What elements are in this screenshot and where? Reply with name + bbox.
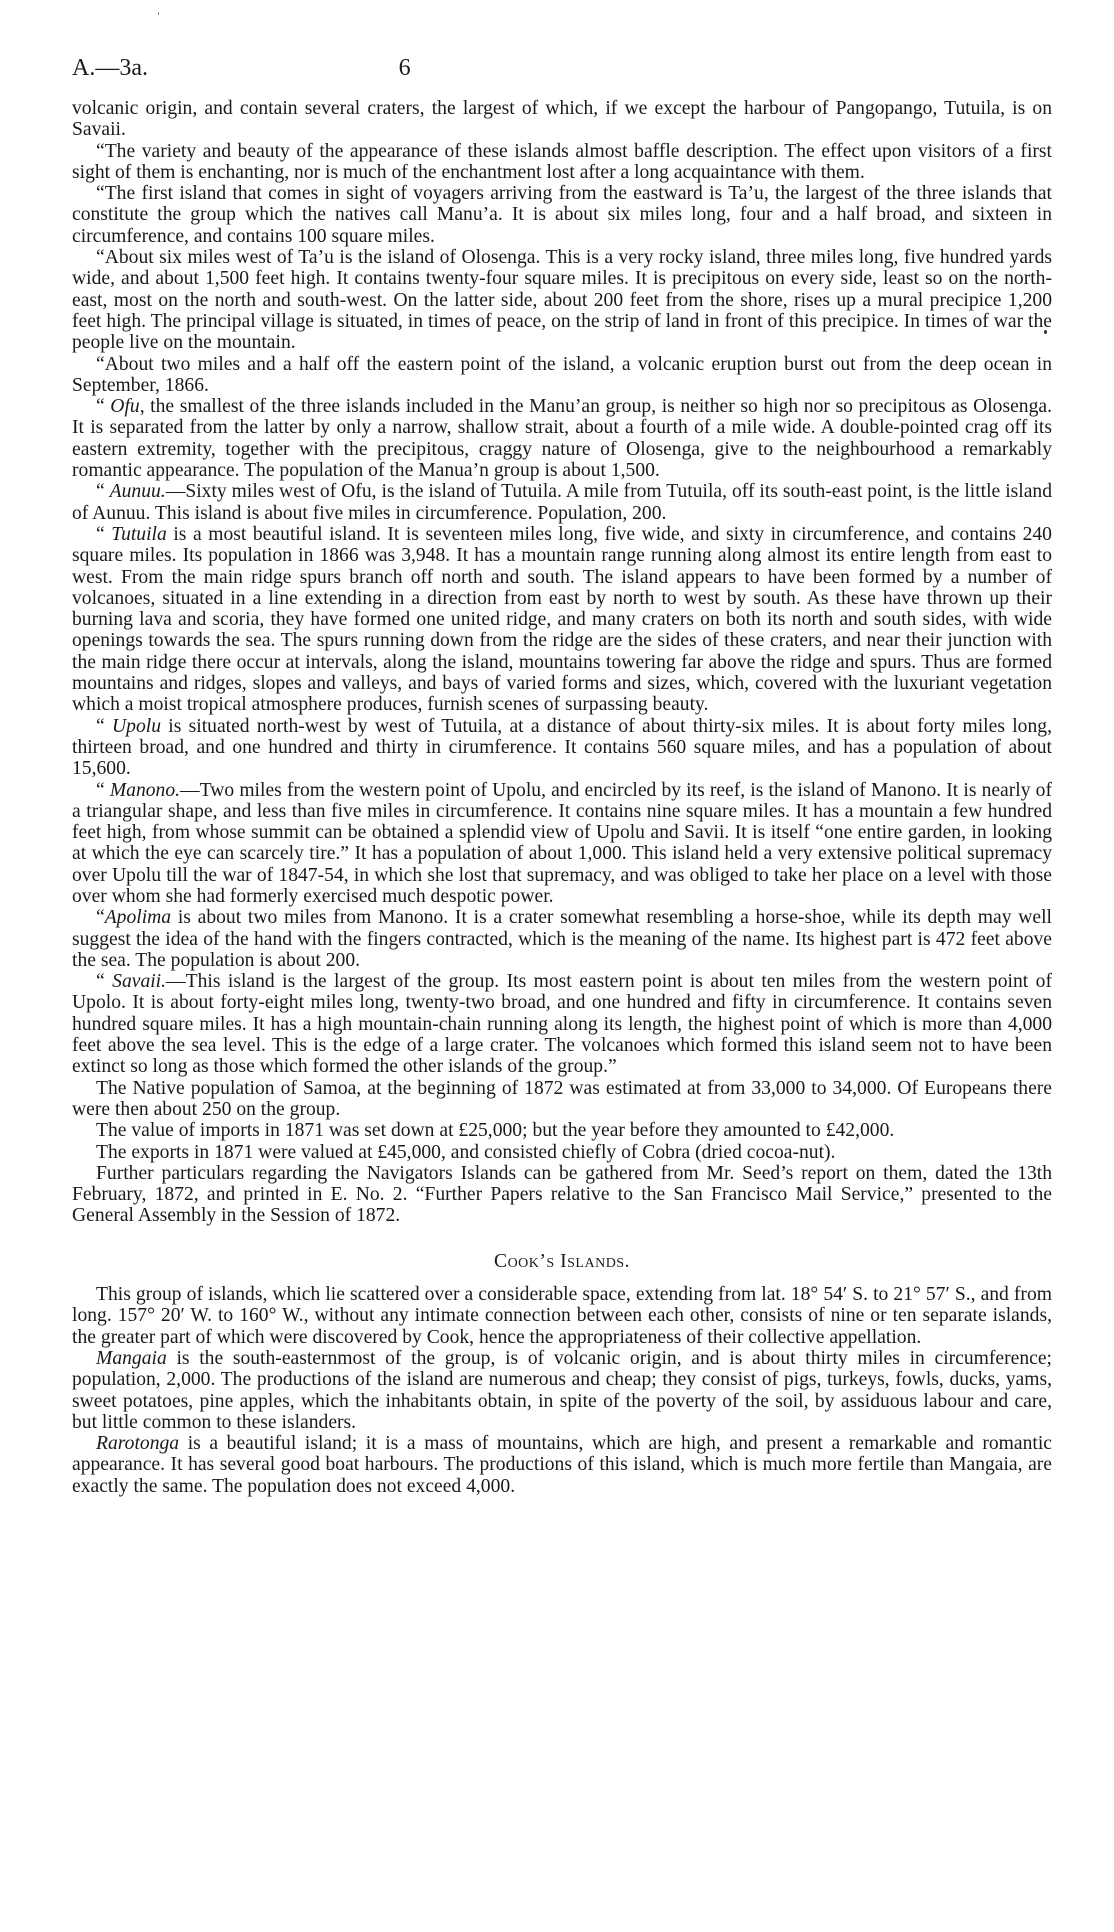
italic-term: Tutuila bbox=[111, 523, 167, 545]
paragraph bbox=[72, 141, 1052, 184]
paragraph bbox=[72, 780, 1052, 908]
section-body-text bbox=[72, 1284, 1052, 1497]
paragraph bbox=[72, 1078, 1052, 1121]
text-run: “ bbox=[96, 396, 111, 418]
paragraph bbox=[72, 354, 1052, 397]
paragraph bbox=[72, 98, 1052, 141]
scan-mark bbox=[158, 12, 159, 15]
text-run: “The first island that comes in sight of voyagers arriving from the eastward is Ta’u, the largest of the three islands that constitute the group which the natives call Manu’a. It is about six miles long, four and a half broad, and sixteen in circumference, and contains 100 square miles. bbox=[72, 183, 1052, 247]
paragraph bbox=[72, 1120, 1052, 1141]
text-run: “ bbox=[96, 971, 113, 993]
text-run: The Native population of Samoa, at the beginning of 1872 was estimated at from 33,000 to 34,000. Of Europeans there were then about 250 on the group. bbox=[72, 1077, 1052, 1120]
italic-term: Apolima bbox=[104, 907, 172, 929]
paragraph bbox=[72, 1433, 1052, 1497]
italic-term: Rarotonga bbox=[96, 1433, 180, 1455]
italic-term: Upolu bbox=[112, 715, 161, 737]
italic-term: Mangaia bbox=[96, 1347, 167, 1369]
text-run: —Two miles from the western point of Upolu, and encircled by its reef, is the island of Manono. It is nearly of a triangular shape, and less than five miles in circumference. It contains nine square miles. It has a mountain a few hundred feet high, from whose summit can be obtained a splendid view of Upolu and Savii. It is itself “one entire garden, in looking at which the eye can scarcely tire.” It has a population of about 1,000. This island held a very extensive political supremacy over Upolu till the war of 1847-54, in which she lost that supremacy, and was obliged to take her place on a level with those over whom she had formerly exercised much despotic power. bbox=[72, 779, 1052, 907]
text-run: “ bbox=[96, 715, 112, 737]
italic-term: Aunuu. bbox=[109, 481, 166, 503]
text-run: —Sixty miles west of Ofu, is the island of Tutuila. A mile from Tutuila, off its south-east point, is the little island of Aunuu. This island is about five miles in circumference. Population, 200. bbox=[72, 481, 1052, 524]
text-run: “ bbox=[96, 523, 112, 545]
paragraph bbox=[72, 1163, 1052, 1227]
text-run: is situated north-west by west of Tutuila, at a distance of about thirty-six miles. It is about forty miles long, thirteen broad, and one hundred and thirty in cirumference. It contains 560 square miles, and has a population of about 15,600. bbox=[72, 715, 1052, 780]
paragraph bbox=[72, 907, 1052, 971]
text-run: “ bbox=[96, 907, 105, 929]
text-run: This group of islands, which lie scattered over a considerable space, extending from lat. 18° 54′ S. to 21° 57′ S., and from long. 157° 20′ W. to 160° W., without any intimate connection between each other, consists of nine or ten separate islands, the greater part of which were discovered by Cook, hence the appropriateness of their collective appellation. bbox=[72, 1284, 1052, 1348]
text-run: —This island is the largest of the group. Its most eastern point is about ten miles from the western point of Upolo. It is about forty-eight miles long, twenty-two broad, and one hundred and fifty in circumference. It contains seven hundred square miles. It has a high mountain-chain running along its length, the highest point of which is more than 4,000 feet above the sea level. This is the edge of a large crater. The volcanoes which formed this island seem not to have been extinct so long as those which formed the other islands of the group.” bbox=[72, 971, 1052, 1078]
text-run: The exports in 1871 were valued at £45,000, and consisted chiefly of Cobra (dried cocoa-nut). bbox=[96, 1141, 836, 1163]
paragraph bbox=[72, 524, 1052, 716]
text-run: “ bbox=[96, 779, 110, 801]
italic-term: Ofu bbox=[110, 396, 140, 418]
page-header bbox=[72, 55, 1052, 82]
text-run: is about two miles from Manono. It is a crater somewhat resembling a horse-shoe, while its depth may well suggest the idea of the hand with the fingers contracted, which is the meaning of the name. Its highest part is 472 feet above the sea. The population is about 200. bbox=[72, 907, 1052, 971]
body-text bbox=[72, 98, 1052, 1227]
text-run: is the south-easternmost of the group, is of volcanic origin, and is about thirty miles in circumference; population, 2,000. The productions of the island are numerous and cheap; they consist of pigs, turkeys, fowls, ducks, yams, sweet potatoes, pine apples, which the inhabitants obtain, in spite of the poverty of the soil, by assiduous labour and care, but little common to these islanders. bbox=[72, 1347, 1052, 1433]
paragraph bbox=[72, 716, 1052, 780]
text-run: “ bbox=[96, 481, 110, 503]
page-number: 6 bbox=[398, 55, 411, 81]
document-page bbox=[72, 55, 1052, 1497]
section-heading: Cook’s Islands. bbox=[494, 1250, 630, 1272]
text-run: is a most beautiful island. It is seventeen miles long, five wide, and sixty in circumference, and contains 240 square miles. Its population in 1866 was 3,948. It has a mountain range running along almost its entire length from east to west. From the main ridge spurs branch off north and south. The island appears to have been formed by a number of volcanoes, situated in a line extending in a direction from east by north to west by south. As these have thrown up their burning lava and scoria, they have formed one united ridge, and many craters on both its north and south sides, with wide openings towards the sea. The spurs running down from the ridge are the sides of these craters, and near their junction with the main ridge there occur at intervals, along the island, mountains towering far above the ridge and spurs. Thus are formed mountains and ridges, slopes and valleys, and bays of varied forms and sizes, which, covered with the luxuriant vegetation which a moist tropical atmosphere produces, furnish scenes of surpassing beauty. bbox=[72, 523, 1052, 716]
text-run: “About six miles west of Ta’u is the island of Olosenga. This is a very rocky island, three miles long, five hundred yards wide, and about 1,500 feet high. It contains twenty-four square miles. It is precipitous on every side, least so on the north-east, most on the north and south-west. On the latter side, about 200 feet from the shore, rises up a mural precipice 1,200 feet high. The principal village is situated, in times of peace, on the strip of land in front of this precipice. In times of war the people live on the mountain. bbox=[72, 247, 1052, 354]
text-run: “About two miles and a half off the eastern point of the island, a volcanic eruption burst out from the deep ocean in September, 1866. bbox=[72, 353, 1052, 396]
italic-term: Manono. bbox=[109, 779, 181, 801]
document-reference: A.—3a. bbox=[72, 55, 148, 81]
text-run: , the smallest of the three islands included in the Manu’an group, is neither so high nor so precipitous as Olosenga. It is separated from the latter by only a narrow, shallow strait, about a fourth of a mile wide. A double-pointed crag off its eastern extremity, together with the precipitous, craggy nature of Olosenga, give to the neighbourhood a remarkably romantic appearance. The population of the Manua’n group is about 1,500. bbox=[72, 396, 1052, 482]
paragraph bbox=[72, 396, 1052, 481]
paragraph bbox=[72, 183, 1052, 247]
text-run: The value of imports in 1871 was set down at £25,000; but the year before they amounted to £42,000. bbox=[96, 1120, 895, 1142]
paragraph bbox=[72, 1142, 1052, 1163]
paragraph bbox=[72, 971, 1052, 1077]
paragraph bbox=[72, 1348, 1052, 1433]
text-run: volcanic origin, and contain several craters, the largest of which, if we except the harbour of Pangopango, Tutuila, is on Savaii. bbox=[72, 98, 1052, 141]
text-run: “The variety and beauty of the appearance of these islands almost baffle description. The effect upon visitors of a first sight of them is enchanting, nor is much of the enchantment lost after a long acquaintance with them. bbox=[72, 140, 1052, 183]
paragraph bbox=[72, 247, 1052, 353]
text-run: is a beautiful island; it is a mass of mountains, which are high, and present a remarkable and romantic appearance. It has several good boat harbours. The productions of this island, which is much more fertile than Mangaia, are exactly the same. The population does not exceed 4,000. bbox=[72, 1433, 1052, 1497]
italic-term: Savaii. bbox=[112, 971, 167, 993]
text-run: Further particulars regarding the Navigators Islands can be gathered from Mr. Seed’s report on them, dated the 13th February, 1872, and printed in E. No. 2. “Further Papers relative to the San Francisco Mail Service,” presented to the General Assembly in the Session of 1872. bbox=[72, 1162, 1052, 1227]
paragraph bbox=[72, 1284, 1052, 1348]
paragraph bbox=[72, 481, 1052, 524]
